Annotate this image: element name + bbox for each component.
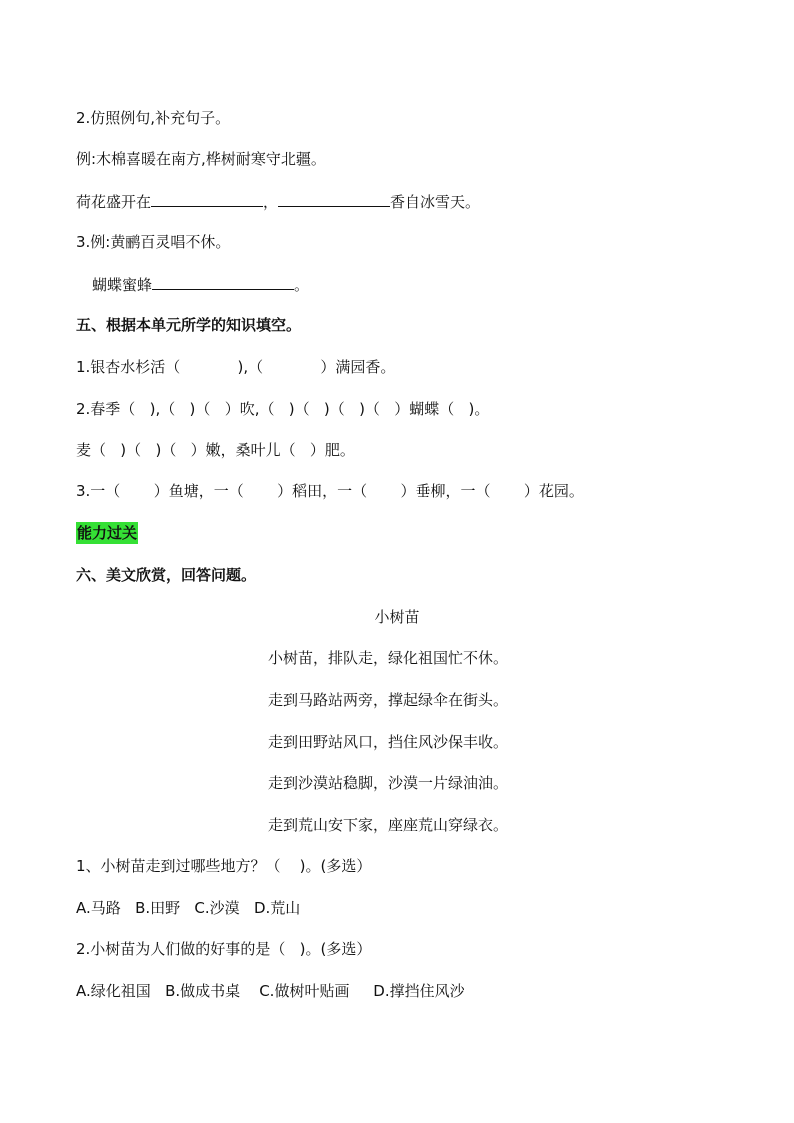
poem-title: 小树苗: [374, 608, 420, 626]
q3-fill-b: 。: [294, 276, 310, 294]
poem-line: 走到沙漠站稳脚，沙漠一片绿油油。: [268, 774, 509, 792]
q2-fill-c: 香自冰雪天。: [390, 193, 481, 211]
q3-example: 3.例:黄鹂百灵唱不休。: [76, 233, 231, 251]
section5-line4: 3.一（ ）鱼塘，一（ ）稻田，一（ ）垂柳，一（ ）花园。: [76, 482, 584, 500]
badge-label: 能力过关: [77, 524, 138, 542]
poem-line: 走到田野站风口，挡住风沙保丰收。: [268, 733, 509, 751]
section5-line2: 2.春季（ ),（ )（ ）吹,（ )（ )（ )（ ）蝴蝶（ )。: [76, 400, 490, 418]
poem-line: 小树苗，排队走，绿化祖国忙不休。: [268, 649, 509, 667]
q2-fill-line: [76, 190, 480, 212]
q2-title: 2.仿照例句,补充句子。: [76, 109, 231, 127]
q3-fill-line: [92, 273, 309, 295]
answer-blank[interactable]: [152, 273, 294, 290]
ability-badge: [76, 523, 138, 543]
poem-line: 走到马路站两旁，撑起绿伞在街头。: [268, 691, 509, 709]
section6-q1-options: A.马路 B.田野 C.沙漠 D.荒山: [76, 899, 301, 917]
section5-line3: 麦（ )（ )（ ）嫩，桑叶儿（ ）肥。: [76, 441, 355, 459]
poem-line: 走到荒山安下家，座座荒山穿绿衣。: [268, 816, 509, 834]
section6-q2-options: A.绿化祖国 B.做成书桌 C.做树叶贴画 D.撑挡住风沙: [76, 982, 465, 1000]
q2-fill-b: ，: [263, 193, 279, 211]
q3-fill-a: 蝴蝶蜜蜂: [92, 276, 153, 294]
section6-q1: 1、小树苗走到过哪些地方？（ )。(多选）: [76, 857, 372, 875]
q2-example: 例:木棉喜暖在南方,桦树耐寒守北疆。: [76, 150, 326, 168]
answer-blank[interactable]: [151, 190, 263, 207]
q2-fill-a: 荷花盛开在: [76, 193, 152, 211]
section5-title: 五、根据本单元所学的知识填空。: [76, 316, 302, 334]
section5-line1: 1.银杏水杉活（ ),（ ）满园香。: [76, 358, 396, 376]
section6-title: 六、美文欣赏，回答问题。: [76, 566, 257, 584]
section6-q2: 2.小树苗为人们做的好事的是（ )。(多选）: [76, 940, 372, 958]
answer-blank[interactable]: [278, 190, 390, 207]
